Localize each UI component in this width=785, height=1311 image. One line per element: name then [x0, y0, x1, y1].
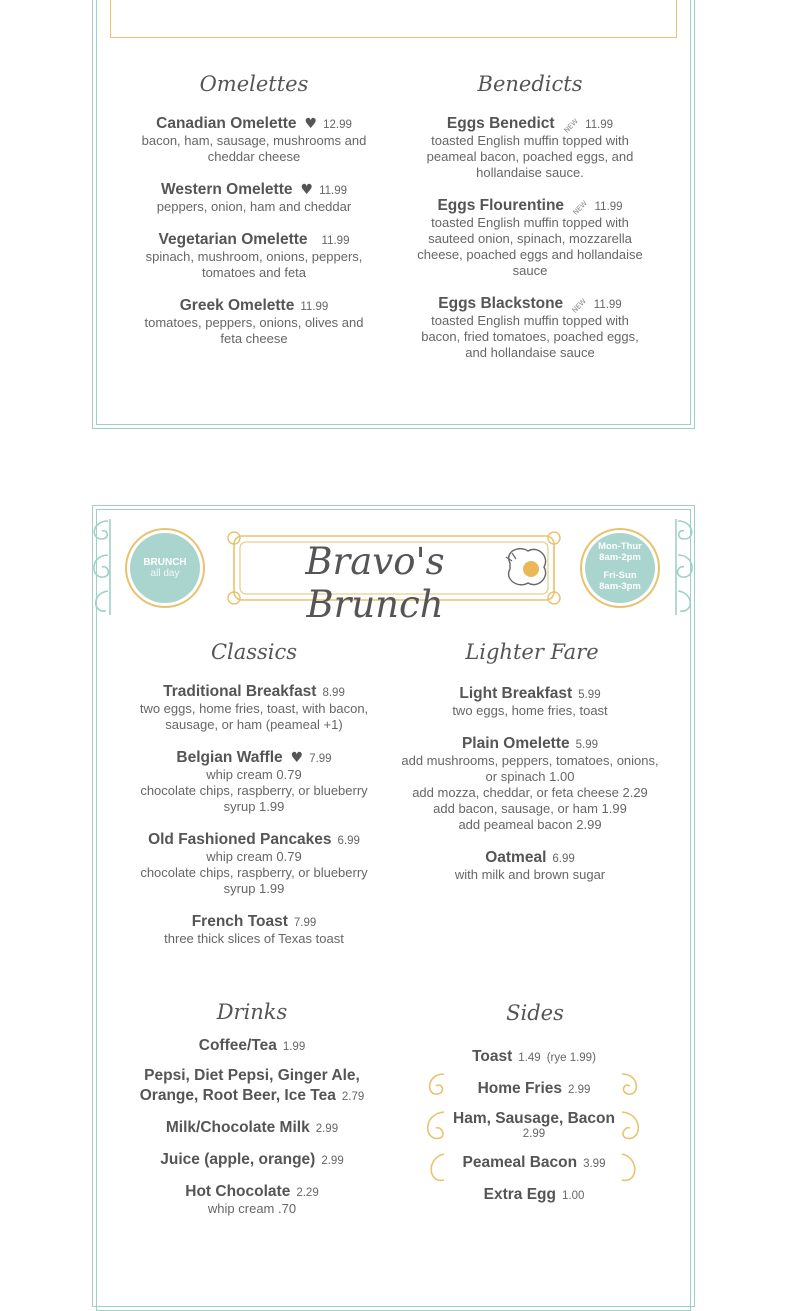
item-extra: (rye 1.99) — [546, 1052, 596, 1064]
item-price: 7.99 — [309, 753, 332, 765]
drinks-heading: Drinks — [216, 1000, 288, 1024]
scroll-ornament-left — [82, 515, 116, 620]
item-desc: bacon, ham, sausage, mushrooms and — [141, 133, 367, 148]
item-price: 5.99 — [575, 739, 599, 751]
item-desc: syrup 1.99 — [223, 881, 285, 896]
menu-item — [399, 1078, 669, 1098]
item-name: Juice (apple, orange) — [160, 1151, 316, 1168]
item-price: 11.99 — [593, 299, 622, 311]
menu-item — [119, 295, 389, 347]
item-price: 1.49 — [518, 1052, 541, 1064]
hours-badge — [585, 533, 655, 603]
item-desc: two eggs, home fries, toast, with bacon, — [139, 701, 369, 716]
hours-line: Fri-Sun — [603, 570, 637, 581]
item-name: Plain Omelette — [461, 735, 570, 752]
heart-icon: ♥ — [290, 750, 304, 766]
item-desc: feta cheese — [220, 331, 288, 346]
item-name: Toast — [472, 1048, 513, 1065]
drinks-list — [117, 1035, 387, 1231]
item-desc: whip cream 0.79 — [206, 767, 302, 782]
item-desc: add mozza, cheddar, or feta cheese 2.29 — [412, 785, 648, 800]
item-desc: cheddar cheese — [207, 149, 301, 164]
item-name: Eggs Benedict — [446, 115, 555, 132]
badge-line: BRUNCH — [143, 557, 187, 568]
item-name: Western Omelette — [160, 181, 293, 198]
item-desc: and hollandaise sauce — [465, 345, 595, 360]
menu-item — [119, 113, 389, 165]
new-tag: NEW — [562, 117, 580, 135]
item-name: Extra Egg — [483, 1186, 556, 1203]
item-price: 11.99 — [300, 301, 329, 313]
menu-item — [117, 1067, 387, 1105]
lighter-fare-heading: Lighter Fare — [465, 640, 599, 664]
classics-heading: Classics — [210, 640, 298, 664]
item-name: Light Breakfast — [459, 685, 573, 702]
benedicts-heading: Benedicts — [477, 72, 583, 96]
item-desc: whip cream 0.79 — [206, 849, 302, 864]
item-desc: tomatoes and feta — [201, 265, 307, 280]
benedicts-list — [395, 113, 665, 375]
menu-item — [119, 229, 389, 281]
item-price: 3.99 — [583, 1158, 606, 1170]
item-price: 2.79 — [341, 1091, 365, 1103]
menu-item — [119, 829, 389, 897]
item-name: Vegetarian Omelette — [158, 231, 308, 248]
item-price: 11.99 — [321, 235, 350, 247]
item-name: Eggs Flourentine — [437, 197, 565, 214]
menu-item — [390, 733, 670, 833]
hours-line: 8am-3pm — [599, 581, 641, 592]
item-name: Canadian Omelette — [156, 115, 297, 132]
item-price: 1.00 — [561, 1190, 585, 1202]
item-price: 7.99 — [293, 917, 317, 929]
classics-list — [119, 681, 389, 961]
hours-line: 8am-2pm — [599, 552, 641, 563]
item-name: Oatmeal — [485, 849, 547, 866]
menu-item — [119, 911, 389, 947]
item-price: 5.99 — [578, 689, 601, 701]
sides-heading: Sides — [506, 1001, 564, 1025]
lighter-fare-list — [390, 683, 670, 897]
menu-item — [117, 1181, 387, 1217]
item-desc: with milk and brown sugar — [454, 867, 606, 882]
menu-item — [399, 1046, 669, 1066]
menu-item — [390, 847, 670, 883]
menu-item — [119, 747, 389, 815]
item-name: Home Fries — [477, 1080, 563, 1097]
scroll-ornament-right — [670, 515, 704, 620]
sides-list — [399, 1046, 669, 1218]
omelettes-list — [119, 113, 389, 361]
item-name: French Toast — [191, 913, 288, 930]
item-name: Coffee/Tea — [198, 1037, 277, 1054]
item-price: 12.99 — [323, 119, 352, 131]
item-name: Milk/Chocolate Milk — [165, 1119, 310, 1136]
new-tag: NEW — [571, 199, 590, 217]
new-tag: NEW — [570, 297, 589, 315]
item-price: 8.99 — [322, 687, 345, 699]
top-header-box — [110, 0, 677, 38]
omelettes-heading: Omelettes — [199, 72, 309, 96]
hours-line: Mon-Thur — [598, 541, 642, 552]
item-desc: sausage, or ham (peameal +1) — [165, 717, 343, 732]
brunch-all-day-badge — [130, 533, 200, 603]
item-desc: chocolate chips, raspberry, or blueberry — [140, 865, 368, 880]
item-price: 2.99 — [568, 1084, 591, 1096]
item-price: 2.29 — [296, 1187, 319, 1199]
item-desc: whip cream .70 — [207, 1201, 297, 1216]
item-desc: cheese, poached eggs and hollandaise — [417, 247, 643, 262]
item-desc: chocolate chips, raspberry, or blueberry — [140, 783, 368, 798]
item-name-line2: Orange, Root Beer, Ice Tea — [139, 1087, 336, 1104]
item-desc: peameal bacon, poached eggs, and — [426, 149, 634, 164]
item-desc: tomatoes, peppers, onions, olives and — [144, 315, 364, 330]
item-desc: hollandaise sauce. — [476, 165, 584, 180]
item-name: Greek Omelette — [179, 297, 295, 314]
item-price: 6.99 — [337, 835, 360, 847]
item-name: Old Fashioned Pancakes — [148, 831, 332, 848]
item-desc: toasted English muffin topped with — [431, 313, 629, 328]
item-price: 11.99 — [319, 185, 347, 197]
item-desc: three thick slices of Texas toast — [164, 931, 344, 946]
item-name: Ham, Sausage, Bacon — [453, 1110, 615, 1127]
item-name: Peameal Bacon — [462, 1154, 578, 1171]
item-desc: sauce — [512, 263, 548, 278]
heart-icon: ♥ — [304, 116, 318, 132]
item-price: 2.99 — [321, 1155, 344, 1167]
item-desc: syrup 1.99 — [223, 799, 285, 814]
brunch-title: Bravo's Brunch — [305, 540, 445, 626]
menu-item — [117, 1117, 387, 1137]
item-desc: peppers, onion, ham and cheddar — [156, 199, 352, 214]
item-name: Hot Chocolate — [185, 1183, 291, 1200]
menu-item — [390, 683, 670, 719]
menu-item — [399, 1152, 669, 1172]
menu-item — [399, 1184, 669, 1204]
menu-item — [395, 195, 665, 279]
menu-item — [117, 1149, 387, 1169]
item-name: Pepsi, Diet Pepsi, Ginger Ale, — [144, 1067, 360, 1084]
item-desc: or spinach 1.00 — [485, 769, 575, 784]
menu-item — [395, 113, 665, 181]
item-desc: add mushrooms, peppers, tomatoes, onions, — [401, 753, 659, 768]
item-price: 1.99 — [282, 1041, 306, 1053]
item-price: 11.99 — [585, 119, 614, 131]
item-desc: spinach, mushroom, onions, peppers, — [145, 249, 363, 264]
item-desc: bacon, fried tomatoes, poached eggs, — [421, 329, 639, 344]
item-desc: add bacon, sausage, or ham 1.99 — [433, 801, 627, 816]
item-desc: add peameal bacon 2.99 — [458, 817, 602, 832]
item-desc: two eggs, home fries, toast — [452, 703, 608, 718]
item-name: Eggs Blackstone — [438, 295, 564, 312]
menu-item — [117, 1035, 387, 1055]
menu-item — [399, 1110, 669, 1140]
item-name: Traditional Breakfast — [163, 683, 317, 700]
menu-item — [395, 293, 665, 361]
item-desc: toasted English muffin topped with — [431, 215, 629, 230]
menu-item — [119, 681, 389, 733]
item-price: 6.99 — [552, 853, 575, 865]
item-desc: toasted English muffin topped with — [431, 133, 629, 148]
item-price: 2.99 — [315, 1123, 339, 1135]
badge-line: all day — [150, 568, 180, 579]
item-name: Belgian Waffle — [176, 749, 283, 766]
fried-egg-icon — [500, 543, 552, 591]
item-price: 2.99 — [522, 1128, 546, 1140]
item-desc: sauteed onion, spinach, mozzarella — [428, 231, 632, 246]
item-price: 11.99 — [594, 201, 623, 213]
menu-item — [119, 179, 389, 215]
heart-icon: ♥ — [300, 182, 314, 198]
